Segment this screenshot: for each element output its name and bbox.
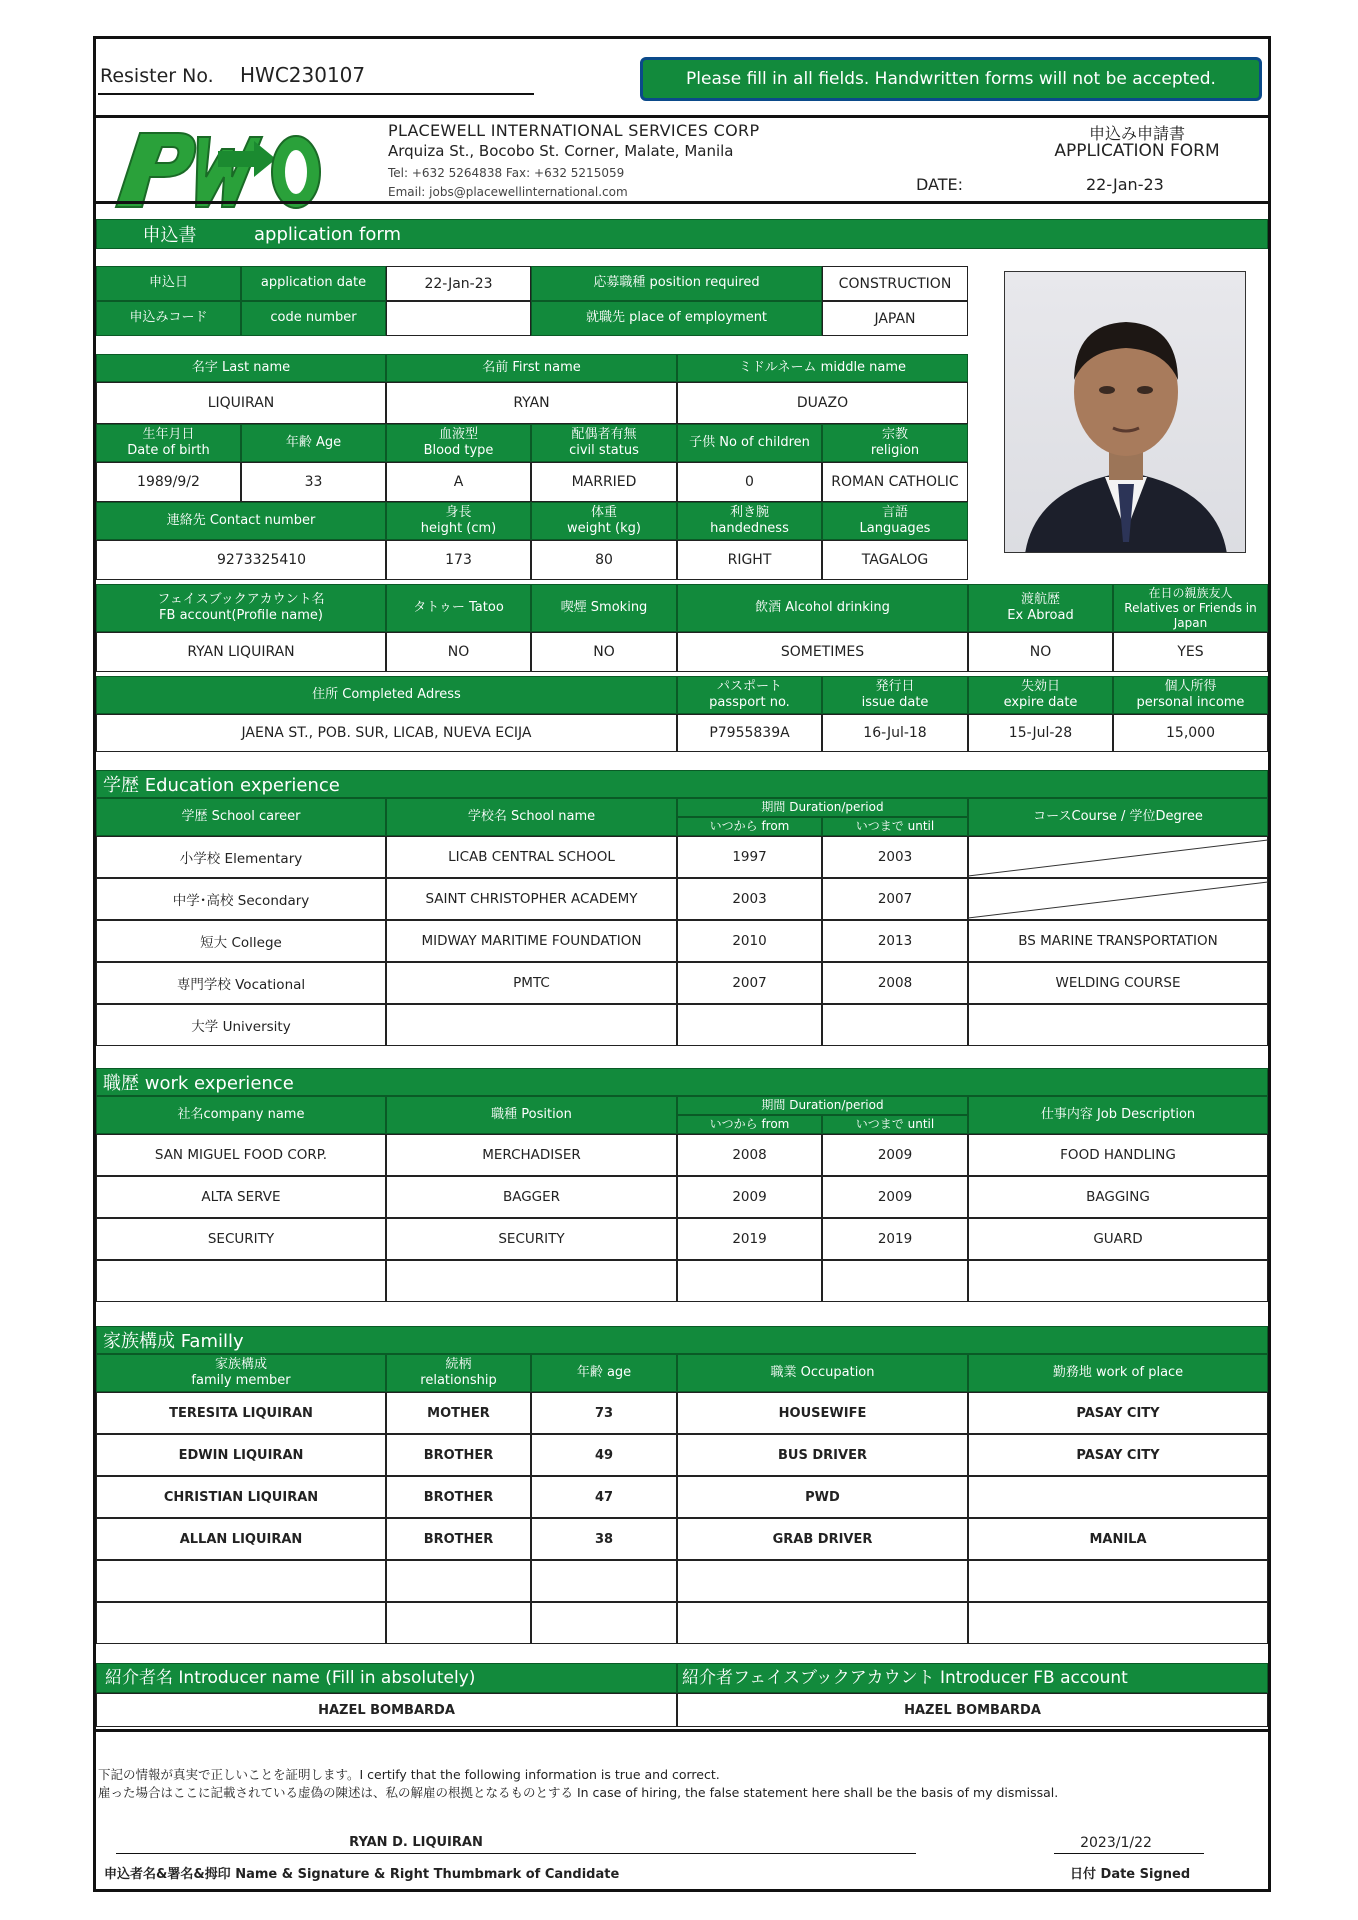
label-date-of-birth [96, 424, 241, 462]
fam-header-occupation: 職業 Occupation [677, 1354, 968, 1392]
edu-course-cell[interactable] [968, 1004, 1268, 1046]
family-occ-cell[interactable]: PWD [677, 1476, 968, 1518]
income-label-en: personal income [1136, 695, 1245, 710]
hand-label-jp: 利き腕 [729, 504, 769, 520]
family-rel-cell[interactable]: BROTHER [386, 1476, 531, 1518]
civil-label-jp: 配偶者有無 [571, 426, 637, 442]
civil-status-field[interactable]: MARRIED [531, 462, 677, 502]
register-label: Resister No. [100, 65, 214, 87]
fam-member-jp: 家族構成 [214, 1356, 267, 1372]
fam-header-place: 勤務地 work of place [968, 1354, 1268, 1392]
edu-header-course: コースCourse / 学位Degree [968, 798, 1268, 836]
edu-until-cell[interactable] [822, 1004, 968, 1046]
label-last-name: 名字 Last name [96, 354, 386, 382]
label-alcohol: 飲酒 Alcohol drinking [677, 584, 968, 632]
family-place-cell[interactable]: MANILA [968, 1518, 1268, 1560]
label-expire-date [968, 676, 1113, 714]
edu-school-cell[interactable] [386, 1004, 677, 1046]
edu-header-school: 学校名 School name [386, 798, 677, 836]
section-family: 家族構成 Familly [96, 1326, 1268, 1354]
label-blood-type [386, 424, 531, 462]
work-header-until: いつまで until [822, 1115, 968, 1134]
family-rel-cell[interactable]: BROTHER [386, 1434, 531, 1476]
handedness-field[interactable]: RIGHT [677, 540, 822, 580]
fam-rel-en: relationship [420, 1373, 497, 1388]
notice-banner: Please fill in all fields. Handwritten forms will not be accepted. [640, 57, 1262, 101]
family-place-cell[interactable] [968, 1476, 1268, 1518]
applicant-photo [1004, 271, 1246, 553]
work-from-cell[interactable]: 2019 [677, 1218, 822, 1260]
place-of-employment-field[interactable]: JAPAN [822, 301, 968, 336]
pass-label-en: passport no. [709, 695, 790, 710]
address-field[interactable]: JAENA ST., POB. SUR, LICAB, NUEVA ECIJA [96, 714, 677, 752]
label-civil-status [531, 424, 677, 462]
civil-label-en: civil status [569, 443, 639, 458]
work-until-cell[interactable]: 2009 [822, 1176, 968, 1218]
last-name-field[interactable]: LIQUIRAN [96, 382, 386, 424]
certify-line-1: 下記の情報が真実で正しいことを証明します。I certify that the following information is true and correct. [98, 1767, 720, 1782]
dob-label-jp: 生年月日 [142, 426, 195, 442]
edu-header-until: いつまで until [822, 817, 968, 836]
family-member-cell[interactable] [96, 1560, 386, 1602]
date-label: DATE: [916, 175, 964, 194]
age-field[interactable]: 33 [241, 462, 386, 502]
height-label-jp: 身長 [445, 504, 472, 520]
issue-label-jp: 発行日 [875, 678, 915, 694]
label-code-number: code number [241, 301, 386, 336]
work-until-cell[interactable]: 2009 [822, 1134, 968, 1176]
expire-label-jp: 失効日 [1020, 678, 1060, 694]
fb-account-field[interactable]: RYAN LIQUIRAN [96, 632, 386, 672]
lang-label-en: Languages [859, 521, 931, 536]
dob-label-en: Date of birth [127, 443, 210, 458]
personal-income-field[interactable]: 15,000 [1113, 714, 1268, 752]
family-member-cell[interactable]: EDWIN LIQUIRAN [96, 1434, 386, 1476]
blood-type-field[interactable]: A [386, 462, 531, 502]
height-label-en: height (cm) [420, 521, 497, 536]
children-field[interactable]: 0 [677, 462, 822, 502]
pass-label-jp: パスポート [716, 678, 782, 694]
label-introducer-fb: 紹介者フェイスブックアカウント Introducer FB account [677, 1663, 1268, 1693]
family-member-cell[interactable] [96, 1602, 386, 1644]
label-smoking: 喫煙 Smoking [531, 584, 677, 632]
edu-course-cell[interactable]: BS MARINE TRANSPORTATION [968, 920, 1268, 962]
work-header-position: 職種 Position [386, 1096, 677, 1134]
work-until-cell[interactable]: 2019 [822, 1218, 968, 1260]
family-rel-cell[interactable]: BROTHER [386, 1518, 531, 1560]
abroad-label-en: Ex Abroad [1007, 608, 1074, 623]
lang-label-jp: 言語 [881, 504, 908, 520]
edu-from-cell[interactable]: 1997 [677, 836, 822, 878]
signer-name: RYAN D. LIQUIRAN [349, 1835, 483, 1850]
family-rel-cell[interactable] [386, 1602, 531, 1644]
header-divider-2 [96, 201, 1268, 204]
application-form [93, 36, 1271, 1892]
work-position-cell[interactable]: MERCHADISER [386, 1134, 677, 1176]
person-photo-icon [1005, 272, 1246, 553]
family-member-cell[interactable]: TERESITA LIQUIRAN [96, 1392, 386, 1434]
label-personal-income [1113, 676, 1268, 714]
family-age-cell[interactable] [531, 1560, 677, 1602]
family-place-cell[interactable]: PASAY CITY [968, 1392, 1268, 1434]
fam-header-age: 年齢 age [531, 1354, 677, 1392]
fam-rel-jp: 続柄 [445, 1356, 472, 1372]
blood-label-en: Blood type [423, 443, 494, 458]
section-title-jp: 申込書 [142, 225, 197, 246]
edu-strike-2 [968, 878, 1268, 920]
edu-until-cell[interactable]: 2008 [822, 962, 968, 1004]
family-place-cell[interactable] [968, 1602, 1268, 1644]
fam-header-relationship [386, 1354, 531, 1392]
edu-until-cell[interactable]: 2007 [822, 878, 968, 920]
section-work-experience: 職歴 work experience [96, 1068, 1268, 1096]
intro-divider [96, 1729, 1268, 1732]
religion-field[interactable]: ROMAN CATHOLIC [822, 462, 968, 502]
family-occ-cell[interactable] [677, 1560, 968, 1602]
label-religion [822, 424, 968, 462]
work-position-cell[interactable]: BAGGER [386, 1176, 677, 1218]
label-application-date-jp: 申込日 [96, 266, 241, 301]
work-company-cell[interactable]: ALTA SERVE [96, 1176, 386, 1218]
label-languages [822, 502, 968, 540]
company-phone: Tel: +632 5264838 Fax: +632 5215059 [388, 166, 625, 180]
label-address: 住所 Completed Adress [96, 676, 677, 714]
work-desc-cell[interactable]: FOOD HANDLING [968, 1134, 1268, 1176]
family-occ-cell[interactable]: GRAB DRIVER [677, 1518, 968, 1560]
work-desc-cell[interactable]: BAGGING [968, 1176, 1268, 1218]
label-application-date: application date [241, 266, 386, 301]
edu-header-duration: 期間 Duration/period [677, 798, 968, 817]
introducer-fb-field[interactable]: HAZEL BOMBARDA [677, 1693, 1268, 1727]
work-position-cell[interactable]: SECURITY [386, 1218, 677, 1260]
expire-label-en: expire date [1003, 695, 1078, 710]
edu-school-cell[interactable]: MIDWAY MARITIME FOUNDATION [386, 920, 677, 962]
edu-header-career: 学歴 School career [96, 798, 386, 836]
family-rel-cell[interactable]: MOTHER [386, 1392, 531, 1434]
family-age-cell[interactable]: 38 [531, 1518, 677, 1560]
label-passport [677, 676, 822, 714]
rel-label-en: Relatives or Friends in Japan [1124, 600, 1257, 630]
work-from-cell[interactable] [677, 1260, 822, 1302]
register-number: HWC230107 [240, 63, 366, 87]
company-address: Arquiza St., Bocobo St. Corner, Malate, Manila [388, 142, 734, 160]
family-occ-cell[interactable]: BUS DRIVER [677, 1434, 968, 1476]
company-email: Email: jobs@placewellinternational.com [388, 185, 628, 199]
form-title-en: APPLICATION FORM [1054, 141, 1220, 161]
issue-date-field[interactable]: 16-Jul-18 [822, 714, 968, 752]
edu-from-cell[interactable]: 2010 [677, 920, 822, 962]
family-member-cell[interactable]: ALLAN LIQUIRAN [96, 1518, 386, 1560]
issue-label-en: issue date [861, 695, 929, 710]
date-of-birth-field[interactable]: 1989/9/2 [96, 462, 241, 502]
label-handedness [677, 502, 822, 540]
edu-from-cell[interactable]: 2007 [677, 962, 822, 1004]
abroad-label-jp: 渡航歴 [1020, 591, 1060, 607]
weight-label-en: weight (kg) [567, 521, 641, 536]
signed-date: 2023/1/22 [1080, 1835, 1152, 1851]
work-company-cell[interactable]: SAN MIGUEL FOOD CORP. [96, 1134, 386, 1176]
position-required-field[interactable]: CONSTRUCTION [822, 266, 968, 301]
religion-label-jp: 宗教 [881, 426, 908, 442]
signature-line [116, 1853, 916, 1854]
label-middle-name: ミドルネーム middle name [677, 354, 968, 382]
company-name: PLACEWELL INTERNATIONAL SERVICES CORP [388, 121, 760, 140]
fam-member-en: family member [191, 1373, 291, 1388]
edu-course-cell[interactable]: WELDING COURSE [968, 962, 1268, 1004]
edu-until-cell[interactable]: 2003 [822, 836, 968, 878]
certify-line-2: 雇った場合はここに記載されている虚偽の陳述は、私の解雇の根拠となるものとする In case of hiring, the false statement here shall be the basis of my dismissal. [98, 1785, 1059, 1800]
religion-label-en: religion [870, 443, 920, 458]
label-height [386, 502, 531, 540]
first-name-field[interactable]: RYAN [386, 382, 677, 424]
section-title-en: application form [254, 223, 401, 245]
ex-abroad-field[interactable]: NO [968, 632, 1113, 672]
family-place-cell[interactable]: PASAY CITY [968, 1434, 1268, 1476]
edu-career-cell: 専門学校 Vocational [96, 962, 386, 1004]
signature-caption: 申込者名&署名&拇印 Name & Signature & Right Thumbmark of Candidate [104, 1867, 620, 1882]
family-age-cell[interactable]: 73 [531, 1392, 677, 1434]
label-ex-abroad [968, 584, 1113, 632]
edu-career-cell: 小学校 Elementary [96, 836, 386, 878]
register-underline [98, 93, 534, 95]
family-place-cell[interactable] [968, 1560, 1268, 1602]
passport-field[interactable]: P7955839A [677, 714, 822, 752]
edu-school-cell[interactable]: PMTC [386, 962, 677, 1004]
hand-label-en: handedness [710, 521, 789, 536]
code-number-field[interactable] [386, 301, 531, 336]
work-company-cell[interactable] [96, 1260, 386, 1302]
languages-field[interactable]: TAGALOG [822, 540, 968, 580]
middle-name-field[interactable]: DUAZO [677, 382, 968, 424]
work-from-cell[interactable]: 2009 [677, 1176, 822, 1218]
edu-header-from: いつから from [677, 817, 822, 836]
work-desc-cell[interactable]: GUARD [968, 1218, 1268, 1260]
work-desc-cell[interactable] [968, 1260, 1268, 1302]
family-rel-cell[interactable] [386, 1560, 531, 1602]
label-place-of-employment: 就職先 place of employment [531, 301, 822, 336]
label-position-required: 応募職種 position required [531, 266, 822, 301]
work-header-desc: 仕事内容 Job Description [968, 1096, 1268, 1134]
edu-career-cell: 大学 University [96, 1004, 386, 1046]
work-position-cell[interactable] [386, 1260, 677, 1302]
label-weight [531, 502, 677, 540]
expire-date-field[interactable]: 15-Jul-28 [968, 714, 1113, 752]
edu-school-cell[interactable]: LICAB CENTRAL SCHOOL [386, 836, 677, 878]
edu-from-cell[interactable] [677, 1004, 822, 1046]
rel-label-jp: 在日の親族友人 [1148, 585, 1233, 600]
contact-number-field[interactable]: 9273325410 [96, 540, 386, 580]
label-issue-date [822, 676, 968, 714]
family-age-cell[interactable]: 49 [531, 1434, 677, 1476]
label-children: 子供 No of children [677, 424, 822, 462]
section-education: 学歴 Education experience [96, 770, 1268, 798]
label-relatives-japan [1113, 584, 1268, 632]
label-fb-account [96, 584, 386, 632]
work-company-cell[interactable]: SECURITY [96, 1218, 386, 1260]
edu-school-cell[interactable]: SAINT CHRISTOPHER ACADEMY [386, 878, 677, 920]
work-header-company: 社名company name [96, 1096, 386, 1134]
application-date-field[interactable]: 22-Jan-23 [386, 266, 531, 301]
relatives-japan-field[interactable]: YES [1113, 632, 1268, 672]
height-field[interactable]: 173 [386, 540, 531, 580]
edu-from-cell[interactable]: 2003 [677, 878, 822, 920]
work-until-cell[interactable] [822, 1260, 968, 1302]
label-age: 年齢 Age [241, 424, 386, 462]
income-label-jp: 個人所得 [1164, 678, 1217, 694]
family-occ-cell[interactable]: HOUSEWIFE [677, 1392, 968, 1434]
header-date: 22-Jan-23 [1086, 175, 1164, 194]
weight-label-jp: 体重 [590, 504, 617, 520]
family-member-cell[interactable]: CHRISTIAN LIQUIRAN [96, 1476, 386, 1518]
label-first-name: 名前 First name [386, 354, 677, 382]
work-header-from: いつから from [677, 1115, 822, 1134]
blood-label-jp: 血液型 [438, 426, 478, 442]
header-divider [96, 115, 1268, 118]
form-title-jp: 申込み申請書 [1088, 124, 1185, 143]
edu-career-cell: 中学･高校 Secondary [96, 878, 386, 920]
edu-career-cell: 短大 College [96, 920, 386, 962]
edu-until-cell[interactable]: 2013 [822, 920, 968, 962]
alcohol-field[interactable]: SOMETIMES [677, 632, 968, 672]
work-header-duration: 期間 Duration/period [677, 1096, 968, 1115]
label-contact-number: 連絡先 Contact number [96, 502, 386, 540]
weight-field[interactable]: 80 [531, 540, 677, 580]
label-code-number-jp: 申込みコード [96, 301, 241, 336]
label-tattoo: タトゥー Tatoo [386, 584, 531, 632]
date-signed-line [1054, 1853, 1204, 1854]
family-age-cell[interactable] [531, 1602, 677, 1644]
introducer-name-field[interactable]: HAZEL BOMBARDA [96, 1693, 677, 1727]
work-from-cell[interactable]: 2008 [677, 1134, 822, 1176]
fam-header-member [96, 1354, 386, 1392]
edu-strike-1 [968, 836, 1268, 878]
fb-label-en: FB account(Profile name) [159, 608, 323, 623]
date-signed-caption: 日付 Date Signed [1070, 1867, 1191, 1882]
smoking-field[interactable]: NO [531, 632, 677, 672]
family-age-cell[interactable]: 47 [531, 1476, 677, 1518]
fb-label-jp: フェイスブックアカウント名 [157, 591, 325, 607]
family-occ-cell[interactable] [677, 1602, 968, 1644]
label-introducer-name: 紹介者名 Introducer name (Fill in absolutely) [96, 1663, 677, 1693]
section-application-form [96, 219, 1268, 249]
tattoo-field[interactable]: NO [386, 632, 531, 672]
